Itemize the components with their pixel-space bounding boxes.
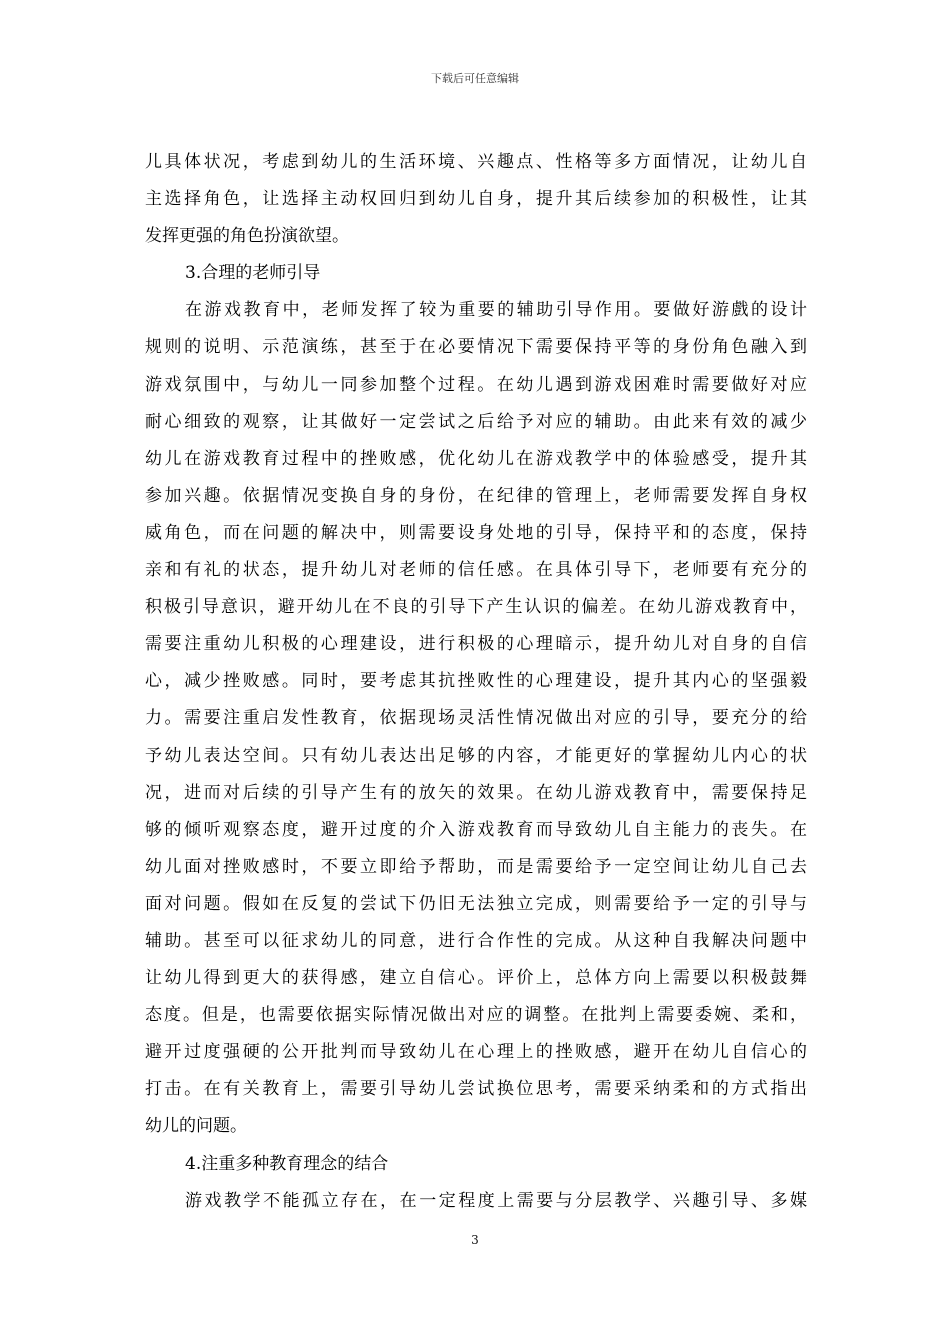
section-heading: 4.注重多种教育理念的结合: [185, 1153, 389, 1174]
header-note: 下载后可任意编辑: [431, 72, 519, 85]
text-line: 规则的说明、示范演练，甚至于在必要情况下需要保持平等的身份角色融入到: [145, 337, 807, 358]
text-line: 辅助。甚至可以征求幼儿的同意，进行合作性的完成。从这种自我解决问题中: [145, 930, 807, 951]
text-line: 让幼儿得到更大的获得感，建立自信心。评价上，总体方向上需要以积极鼓舞: [145, 968, 807, 989]
text-line: 够的倾听观察态度，避开过度的介入游戏教育而导致幼儿自主能力的丧失。在: [145, 819, 807, 840]
text-line: 力。需要注重启发性教育，依据现场灵活性情况做出对应的引导，要充分的给: [145, 708, 807, 729]
text-line: 面对问题。假如在反复的尝试下仍旧无法独立完成，则需要给予一定的引导与: [145, 893, 807, 914]
text-line: 积极引导意识，避开幼儿在不良的引导下产生认识的偏差。在幼儿游戏教育中，: [145, 597, 807, 618]
text-line: 幼儿在游戏教育过程中的挫败感，优化幼儿在游戏教学中的体验感受，提升其: [145, 448, 807, 469]
text-line: 参加兴趣。依据情况变换自身的身份，在纪律的管理上，老师需要发挥自身权: [145, 485, 807, 506]
text-line: 耐心细致的观察，让其做好一定尝试之后给予对应的辅助。由此来有效的减少: [145, 411, 807, 432]
text-line: 予幼儿表达空间。只有幼儿表达出足够的内容，才能更好的掌握幼儿内心的状: [145, 745, 807, 766]
text-line: 态度。但是，也需要依据实际情况做出对应的调整。在批判上需要委婉、柔和，: [145, 1005, 807, 1026]
text-line: 需要注重幼儿积极的心理建设，进行积极的心理暗示，提升幼儿对自身的自信: [145, 634, 807, 655]
text-line: 幼儿的问题。: [145, 1116, 247, 1137]
page-number: 3: [471, 1233, 479, 1247]
text-line: 幼儿面对挫败感时，不要立即给予帮助，而是需要给予一定空间让幼儿自己去: [145, 856, 807, 877]
text-line: 游戏氛围中，与幼儿一同参加整个过程。在幼儿遇到游戏困难时需要做好对应: [145, 374, 807, 395]
text-line: 威角色，而在问题的解决中，则需要设身处地的引导，保持平和的态度，保持: [145, 522, 807, 543]
text-line: 游戏教学不能孤立存在，在一定程度上需要与分层教学、兴趣引导、多媒: [185, 1190, 807, 1211]
text-line: 打击。在有关教育上，需要引导幼儿尝试换位思考，需要采纳柔和的方式指出: [145, 1079, 807, 1100]
text-line: 主选择角色，让选择主动权回归到幼儿自身，提升其后续参加的积极性，让其: [145, 189, 807, 210]
text-line: 避开过度强硬的公开批判而导致幼儿在心理上的挫败感，避开在幼儿自信心的: [145, 1042, 807, 1063]
text-line: 儿具体状况，考虑到幼儿的生活环境、兴趣点、性格等多方面情况，让幼儿自: [145, 152, 807, 172]
section-heading: 3.合理的老师引导: [185, 263, 321, 284]
text-line: 发挥更强的角色扮演欲望。: [145, 226, 349, 247]
text-line: 亲和有礼的状态，提升幼儿对老师的信任感。在具体引导下，老师要有充分的: [145, 560, 807, 581]
text-line: 在游戏教育中，老师发挥了较为重要的辅助引导作用。要做好游戲的设计: [185, 300, 807, 321]
text-line: 心，减少挫败感。同时，要考虑其抗挫败性的心理建设，提升其内心的坚强毅: [145, 671, 807, 692]
text-line: 况，进而对后续的引导产生有的放矢的效果。在幼儿游戏教育中，需要保持足: [145, 782, 807, 803]
body-text: [145, 144, 807, 1220]
